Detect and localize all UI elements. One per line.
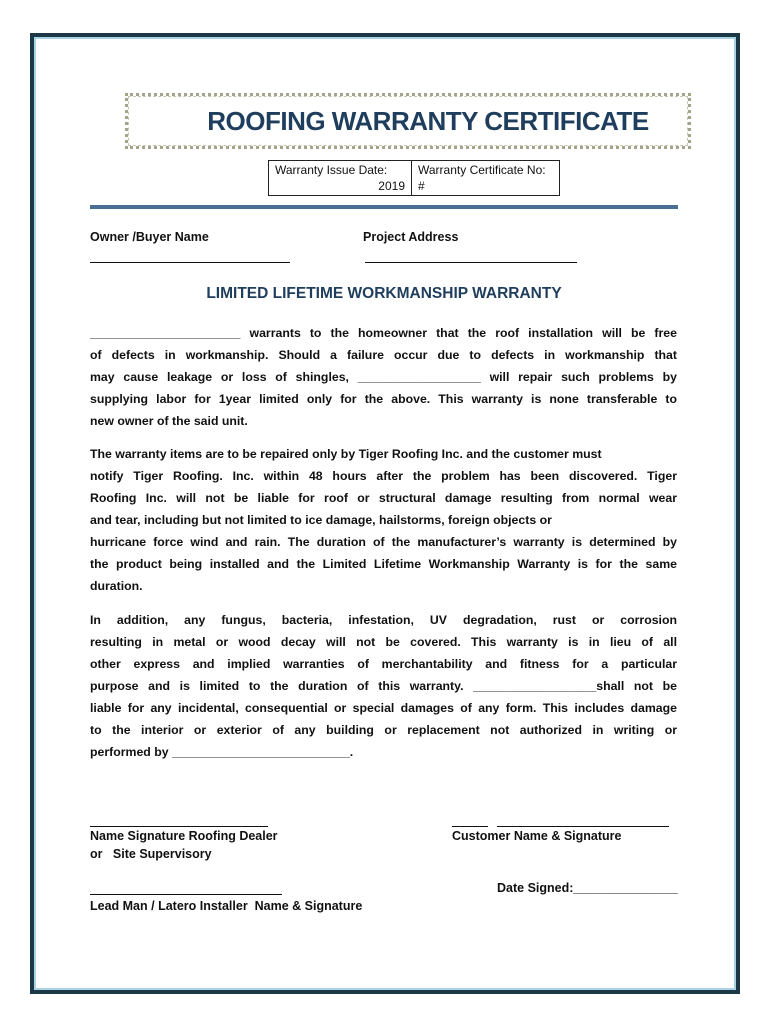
installer-signature-label: Lead Man / Latero Installer Name & Signature [90, 899, 363, 913]
issue-date-value: 2019 [378, 179, 405, 193]
text-line: notify Tiger Roofing. Inc. within 48 hours after the problem has been discovered. Tiger [90, 469, 677, 483]
address-label: Project Address [363, 230, 459, 244]
cert-no-label: Warranty Certificate No: [418, 163, 546, 177]
paragraph-2 [90, 443, 677, 597]
address-field[interactable] [365, 262, 577, 263]
customer-signature-label: Customer Name & Signature [452, 829, 622, 843]
text-line: other express and implied warranties of merchantability and fitness for a particular [90, 657, 677, 671]
owner-field[interactable] [90, 262, 290, 263]
customer-signature-line[interactable] [497, 826, 669, 827]
text-line: Roofing Inc. will not be liable for roof or structural damage resulting from normal wear [90, 491, 677, 505]
text-line: In addition, any fungus, bacteria, infestation, UV degradation, rust or corrosion [90, 613, 677, 627]
text-line: performed by __________________________. [90, 745, 354, 759]
text-line: the product being installed and the Limited Lifetime Workmanship Warranty is for the same [90, 557, 677, 571]
divider [90, 205, 678, 209]
certificate-title: ROOFING WARRANTY CERTIFICATE [207, 106, 649, 136]
text-line: of defects in workmanship. Should a failure occur due to defects in workmanship that [90, 348, 677, 362]
installer-signature-line[interactable] [90, 894, 282, 895]
paragraph-3 [90, 609, 677, 763]
text-line: new owner of the said unit. [90, 414, 248, 428]
text-line: purpose and is limited to the duration of this warranty. __________________shall not be [90, 679, 677, 693]
text-line: hurricane force wind and rain. The duration of the manufacturer’s warranty is determined by [90, 535, 677, 549]
dealer-signature-label: Name Signature Roofing Dealer [90, 829, 278, 843]
text-line: liable for any incidental, consequential or special damages of any form. This includes damage [90, 701, 677, 715]
issue-date-cell [269, 161, 412, 196]
text-line: ______________________ warrants to the homeowner that the roof installation will be free [90, 326, 677, 340]
warranty-info-table [268, 160, 560, 196]
cert-no-cell [412, 161, 560, 196]
cert-no-value: # [418, 179, 425, 193]
text-line: supplying labor for 1year limited only for the above. This warranty is none transferable to [90, 392, 677, 406]
text-line: duration. [90, 579, 143, 593]
issue-date-label: Warranty Issue Date: [275, 163, 388, 177]
text-line: may cause leakage or loss of shingles, __________________ will repair such problems by [90, 370, 677, 384]
text-line: resulting in metal or wood decay will not be covered. This warranty is in lieu of all [90, 635, 677, 649]
customer-initial-line[interactable] [452, 826, 488, 827]
text-line: The warranty items are to be repaired only by Tiger Roofing Inc. and the customer must [90, 447, 602, 461]
dealer-signature-label-2: or Site Supervisory [90, 847, 212, 861]
warranty-heading: LIMITED LIFETIME WORKMANSHIP WARRANTY [206, 285, 562, 302]
date-signed-field[interactable]: Date Signed:_______________ [497, 881, 678, 895]
text-line: to the interior or exterior of any building or replacement not authorized in writing or [90, 723, 677, 737]
text-line: and tear, including but not limited to ice damage, hailstorms, foreign objects or [90, 513, 552, 527]
title-box [125, 93, 691, 149]
dealer-signature-line[interactable] [90, 826, 268, 827]
owner-label: Owner /Buyer Name [90, 230, 209, 244]
paragraph-1 [90, 322, 677, 432]
